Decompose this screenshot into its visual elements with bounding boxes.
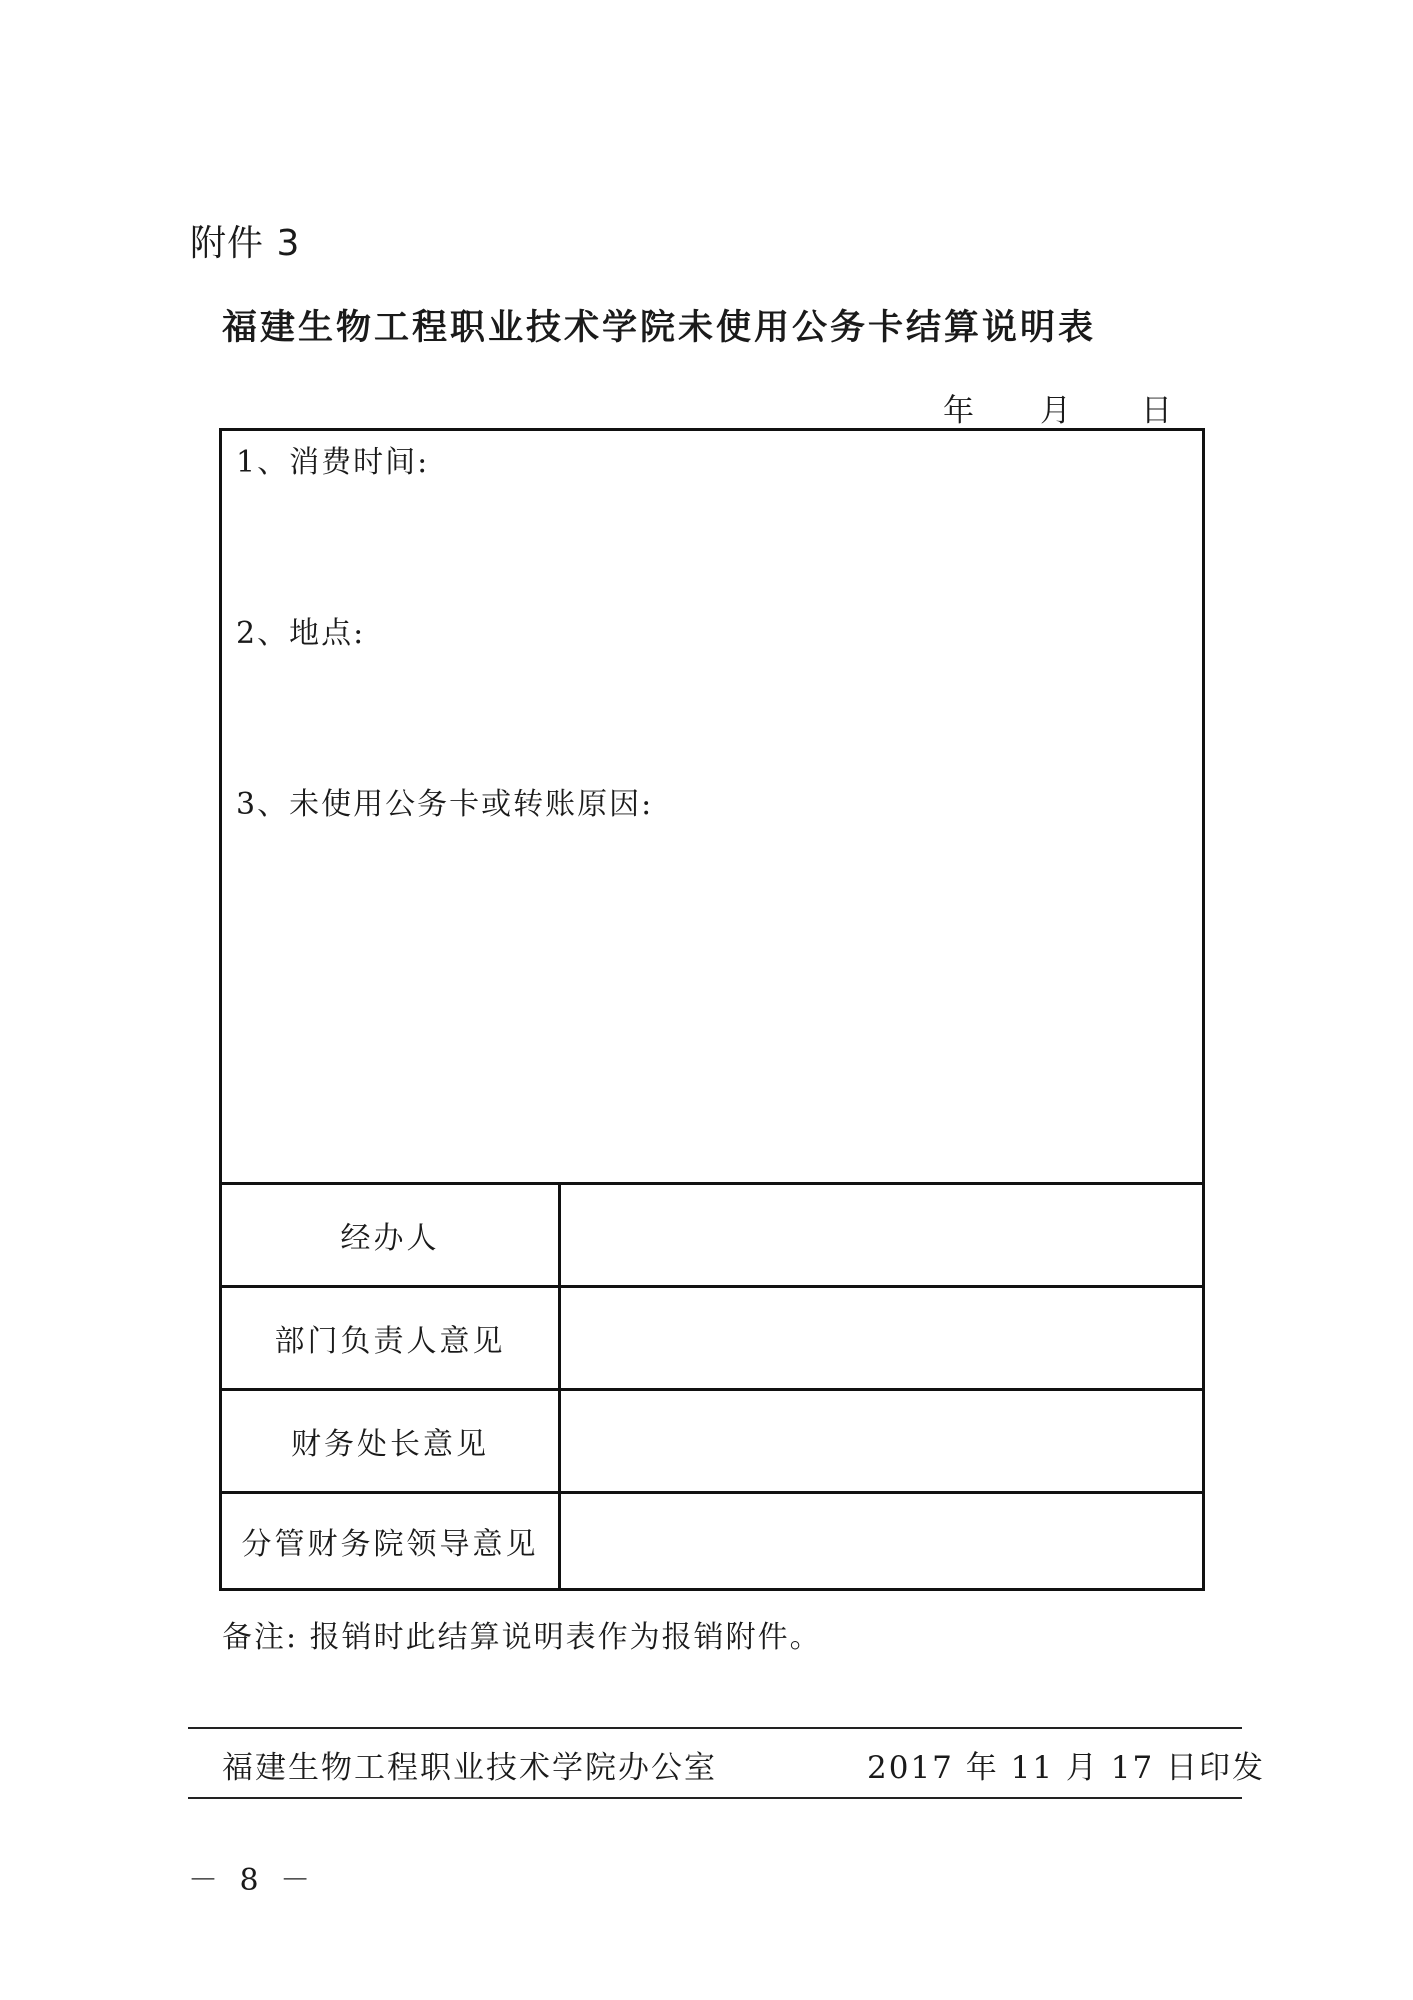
handler-label: 经办人 bbox=[222, 1185, 561, 1285]
footer-issuer: 福建生物工程职业技术学院办公室 bbox=[222, 1750, 717, 1786]
location-field: 2、地点: bbox=[236, 616, 366, 651]
attachment-label: 附件 3 bbox=[190, 223, 301, 264]
document-title: 福建生物工程职业技术学院未使用公务卡结算说明表 bbox=[222, 308, 1097, 348]
settlement-form-table bbox=[219, 428, 1205, 1591]
handler-row bbox=[222, 1182, 1202, 1285]
finance-director-value-cell bbox=[561, 1391, 1202, 1491]
date-year-label: 年 bbox=[943, 393, 974, 429]
date-day-label: 日 bbox=[1141, 393, 1172, 429]
finance-director-label: 财务处长意见 bbox=[222, 1391, 561, 1491]
department-head-value-cell bbox=[561, 1288, 1202, 1388]
handler-value-cell bbox=[561, 1185, 1202, 1285]
vice-president-label: 分管财务院领导意见 bbox=[222, 1494, 561, 1588]
department-head-row bbox=[222, 1285, 1202, 1388]
expense-info-cell bbox=[222, 431, 1202, 1182]
reason-field: 3、未使用公务卡或转账原因: bbox=[236, 787, 654, 822]
consumption-time-field: 1、消费时间: bbox=[236, 445, 430, 480]
date-month-label: 月 bbox=[1040, 393, 1071, 429]
footer-top-divider bbox=[188, 1727, 1242, 1729]
page-number: － 8 － bbox=[188, 1863, 317, 1898]
remark-note: 备注: 报销时此结算说明表作为报销附件。 bbox=[222, 1620, 822, 1655]
vice-president-row bbox=[222, 1491, 1202, 1588]
footer-issue-date: 2017 年 11 月 17 日印发 bbox=[867, 1750, 1266, 1786]
footer-bottom-divider bbox=[188, 1797, 1242, 1799]
finance-director-row bbox=[222, 1388, 1202, 1491]
department-head-label: 部门负责人意见 bbox=[222, 1288, 561, 1388]
vice-president-value-cell bbox=[561, 1494, 1202, 1588]
